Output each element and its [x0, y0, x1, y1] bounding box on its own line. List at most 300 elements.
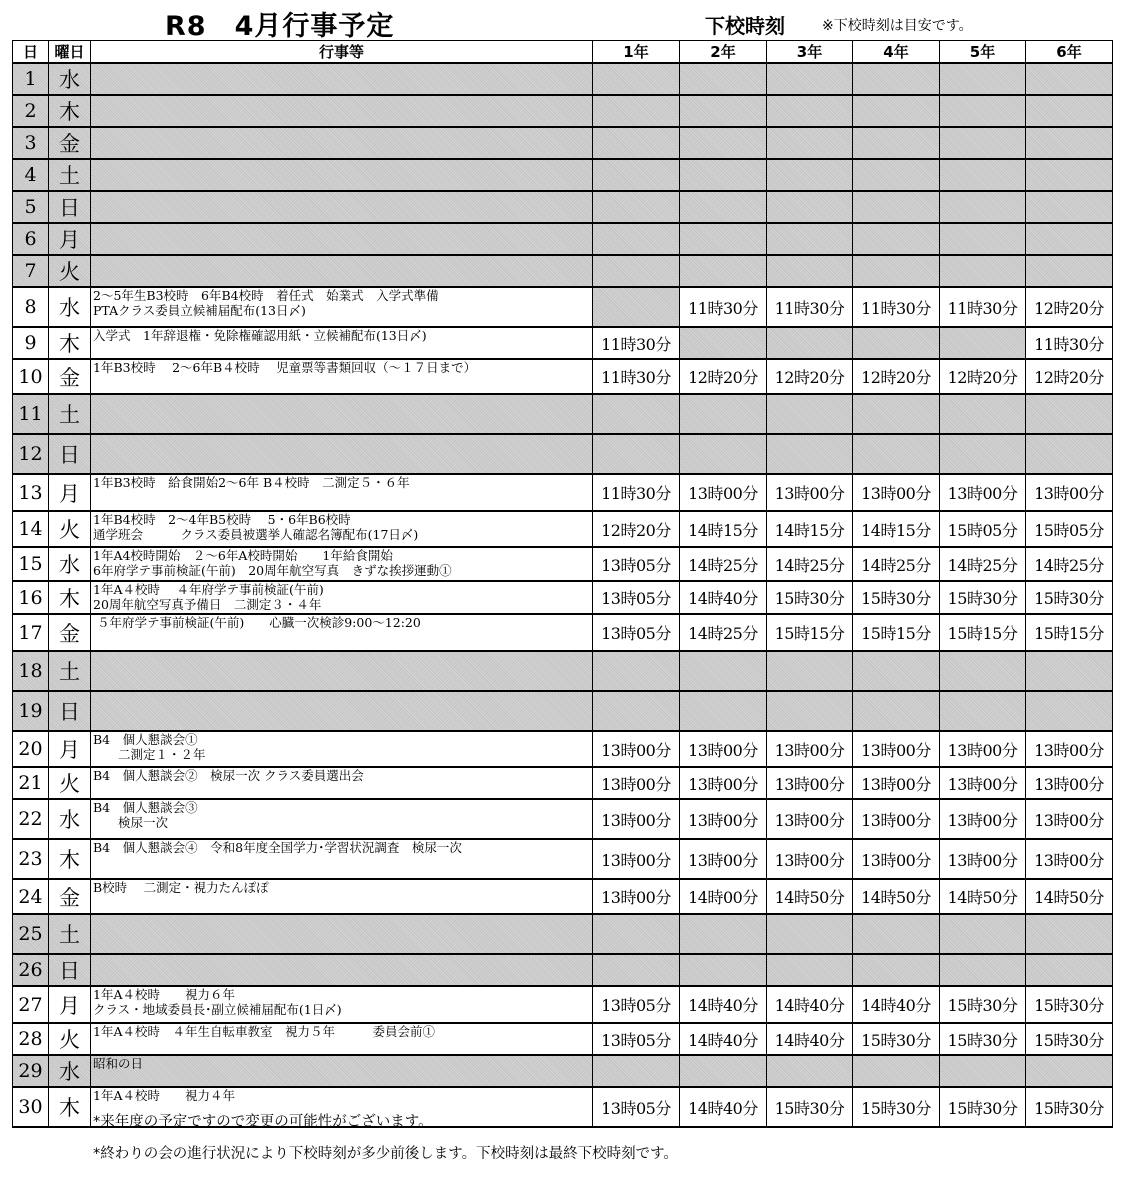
- weekday-cell: 木: [49, 327, 91, 359]
- table-row: [13, 914, 1113, 954]
- events-cell: [91, 95, 593, 127]
- footnote: *終わりの会の進行状況により下校時刻が多少前後します。下校時刻は最終下校時刻です。: [93, 1146, 678, 1162]
- weekday-cell: 金: [49, 359, 91, 394]
- dismissal-time-grade-5: 15時15分: [940, 614, 1026, 651]
- dismissal-time-grade-4: [853, 434, 940, 474]
- weekday-cell: 木: [49, 581, 91, 614]
- event-line: 1年B3校時 2～6年B４校時 児童票等書類回収（～１７日まで）: [93, 360, 477, 375]
- dismissal-time-grade-4: 14時50分: [853, 879, 940, 914]
- day-cell: 12: [13, 434, 49, 474]
- table-row: [13, 474, 1113, 511]
- dismissal-time-grade-3: [767, 914, 853, 954]
- event-line: 通学班会 クラス委員被選挙人確認名簿配布(17日〆): [93, 527, 419, 542]
- events-cell: [91, 691, 593, 731]
- dismissal-time-grade-3: [767, 434, 853, 474]
- dismissal-time-grade-4: 13時00分: [853, 767, 940, 799]
- dismissal-time-grade-4: [853, 127, 940, 159]
- dismissal-time-grade-5: 15時30分: [940, 1087, 1026, 1127]
- dismissal-time-grade-5: 13時00分: [940, 474, 1026, 511]
- dismissal-time-grade-2: 11時30分: [680, 287, 767, 327]
- dismissal-time-grade-6: [1026, 191, 1113, 223]
- dismissal-time-grade-6: 15時30分: [1026, 1087, 1113, 1127]
- table-row: [13, 767, 1113, 799]
- event-line: 1年A４校時 視力６年: [93, 987, 235, 1002]
- weekday-cell: 日: [49, 691, 91, 731]
- dismissal-time-grade-3: [767, 394, 853, 434]
- weekday-cell: 金: [49, 879, 91, 914]
- dismissal-time-grade-6: 15時15分: [1026, 614, 1113, 651]
- dismissal-time-grade-3: [767, 327, 853, 359]
- dismissal-time-grade-6: 13時00分: [1026, 767, 1113, 799]
- weekday-cell: 月: [49, 223, 91, 255]
- table-row: [13, 287, 1113, 327]
- dismissal-time-grade-5: [940, 914, 1026, 954]
- events-cell: [91, 799, 593, 839]
- dismissal-time-grade-2: [680, 255, 767, 287]
- dismissal-time-grade-2: [680, 651, 767, 691]
- events-cell: [91, 434, 593, 474]
- dismissal-time-grade-5: 13時00分: [940, 731, 1026, 767]
- weekday-cell: 金: [49, 614, 91, 651]
- dismissal-time-heading: 下校時刻: [705, 14, 785, 38]
- day-cell: 22: [13, 799, 49, 839]
- event-line: 入学式 1年辞退権・免除権確認用紙・立候補配布(13日〆): [93, 328, 427, 343]
- dismissal-time-grade-4: 13時00分: [853, 799, 940, 839]
- dismissal-time-grade-6: [1026, 914, 1113, 954]
- weekday-cell: 火: [49, 1023, 91, 1055]
- dismissal-time-grade-2: 13時00分: [680, 731, 767, 767]
- dismissal-time-grade-3: 15時30分: [767, 1087, 853, 1127]
- dismissal-time-grade-5: [940, 223, 1026, 255]
- dismissal-time-grade-2: [680, 95, 767, 127]
- table-row: [13, 986, 1113, 1023]
- dismissal-time-grade-6: [1026, 127, 1113, 159]
- dismissal-time-grade-3: 15時30分: [767, 581, 853, 614]
- events-cell: [91, 731, 593, 767]
- event-line: 1年A４校時 ４年府学テ事前検証(午前): [93, 582, 324, 597]
- event-line: 2～5年生B3校時 6年B4校時 着任式 始業式 入学式準備: [93, 288, 439, 303]
- dismissal-time-grade-6: 12時20分: [1026, 287, 1113, 327]
- events-cell: [91, 954, 593, 986]
- header-row: [13, 41, 1113, 64]
- dismissal-time-grade-1: 13時00分: [593, 767, 680, 799]
- dismissal-time-grade-3: 14時40分: [767, 986, 853, 1023]
- weekday-cell: 木: [49, 839, 91, 879]
- dismissal-time-grade-4: 15時30分: [853, 1023, 940, 1055]
- dismissal-time-grade-4: [853, 954, 940, 986]
- dismissal-time-grade-1: 13時00分: [593, 879, 680, 914]
- dismissal-time-grade-3: 14時15分: [767, 511, 853, 547]
- events-cell: [91, 767, 593, 799]
- dismissal-time-grade-6: 11時30分: [1026, 327, 1113, 359]
- events-cell: [91, 914, 593, 954]
- header-events: 行事等: [91, 41, 593, 64]
- dismissal-time-grade-2: 14時40分: [680, 581, 767, 614]
- dismissal-time-grade-4: 14時15分: [853, 511, 940, 547]
- dismissal-time-grade-1: 13時05分: [593, 1023, 680, 1055]
- day-cell: 10: [13, 359, 49, 394]
- event-line: B4 個人懇談会② 検尿一次 クラス委員選出会: [93, 768, 364, 783]
- dismissal-time-grade-1: 13時00分: [593, 839, 680, 879]
- dismissal-time-grade-5: [940, 159, 1026, 191]
- table-row: [13, 839, 1113, 879]
- table-row: [13, 63, 1113, 95]
- dismissal-time-grade-3: [767, 651, 853, 691]
- dismissal-time-grade-2: 13時00分: [680, 839, 767, 879]
- day-cell: 13: [13, 474, 49, 511]
- dismissal-time-grade-6: [1026, 394, 1113, 434]
- dismissal-time-grade-1: 11時30分: [593, 327, 680, 359]
- event-line: 検尿一次: [93, 815, 169, 830]
- weekday-cell: 土: [49, 159, 91, 191]
- dismissal-time-grade-6: [1026, 1055, 1113, 1087]
- dismissal-time-grade-3: [767, 159, 853, 191]
- dismissal-time-grade-4: 15時30分: [853, 581, 940, 614]
- schedule-table: [12, 40, 1113, 1128]
- dismissal-time-grade-6: 12時20分: [1026, 359, 1113, 394]
- dismissal-time-grade-2: [680, 1055, 767, 1087]
- dismissal-time-grade-3: [767, 691, 853, 731]
- dismissal-time-grade-1: [593, 159, 680, 191]
- footnote: *来年度の予定ですので変更の可能性がございます。: [93, 1114, 433, 1130]
- dismissal-time-grade-4: 13時00分: [853, 839, 940, 879]
- dismissal-time-grade-4: [853, 63, 940, 95]
- dismissal-time-grade-2: 14時40分: [680, 1023, 767, 1055]
- events-cell: [91, 547, 593, 581]
- dismissal-time-grade-2: [680, 63, 767, 95]
- events-cell: [91, 127, 593, 159]
- day-cell: 30: [13, 1087, 49, 1127]
- dismissal-time-note: ※下校時刻は目安です。: [822, 18, 973, 34]
- header-grade-6: 6年: [1026, 41, 1113, 64]
- event-line: 1年B4校時 2～4年B5校時 5・6年B6校時: [93, 512, 351, 527]
- dismissal-time-grade-2: 13時00分: [680, 767, 767, 799]
- dismissal-time-grade-2: 13時00分: [680, 474, 767, 511]
- events-cell: [91, 159, 593, 191]
- day-cell: 11: [13, 394, 49, 434]
- event-line: 1年B3校時 給食開始2～6年 B４校時 二測定５・６年: [93, 475, 410, 490]
- day-cell: 28: [13, 1023, 49, 1055]
- dismissal-time-grade-3: [767, 954, 853, 986]
- dismissal-time-grade-5: 15時30分: [940, 581, 1026, 614]
- dismissal-time-grade-6: [1026, 434, 1113, 474]
- weekday-cell: 火: [49, 767, 91, 799]
- event-line: 二測定１・２年: [93, 747, 206, 762]
- events-cell: [91, 394, 593, 434]
- dismissal-time-grade-3: [767, 63, 853, 95]
- dismissal-time-grade-5: [940, 127, 1026, 159]
- events-cell: [91, 359, 593, 394]
- dismissal-time-grade-3: 15時15分: [767, 614, 853, 651]
- dismissal-time-grade-3: 14時50分: [767, 879, 853, 914]
- dismissal-time-grade-1: 13時00分: [593, 799, 680, 839]
- dismissal-time-grade-2: 14時40分: [680, 986, 767, 1023]
- dismissal-time-grade-5: 15時05分: [940, 511, 1026, 547]
- dismissal-time-grade-5: [940, 434, 1026, 474]
- dismissal-time-grade-1: 13時05分: [593, 547, 680, 581]
- dismissal-time-grade-1: 13時05分: [593, 581, 680, 614]
- weekday-cell: 火: [49, 255, 91, 287]
- dismissal-time-grade-2: 13時00分: [680, 799, 767, 839]
- day-cell: 5: [13, 191, 49, 223]
- dismissal-time-grade-2: [680, 434, 767, 474]
- event-line: B4 個人懇談会④ 令和8年度全国学力･学習状況調査 検尿一次: [93, 840, 462, 855]
- dismissal-time-grade-5: 14時25分: [940, 547, 1026, 581]
- events-cell: [91, 1055, 593, 1087]
- weekday-cell: 月: [49, 986, 91, 1023]
- dismissal-time-grade-1: [593, 1055, 680, 1087]
- dismissal-time-grade-4: [853, 1055, 940, 1087]
- dismissal-time-grade-4: 15時30分: [853, 1087, 940, 1127]
- dismissal-time-grade-4: 12時20分: [853, 359, 940, 394]
- events-cell: [91, 581, 593, 614]
- dismissal-time-grade-5: [940, 191, 1026, 223]
- dismissal-time-grade-5: [940, 327, 1026, 359]
- dismissal-time-grade-3: 13時00分: [767, 731, 853, 767]
- dismissal-time-grade-4: 11時30分: [853, 287, 940, 327]
- dismissal-time-grade-6: [1026, 63, 1113, 95]
- dismissal-time-grade-5: 15時30分: [940, 1023, 1026, 1055]
- dismissal-time-grade-1: 11時30分: [593, 359, 680, 394]
- dismissal-time-grade-4: [853, 914, 940, 954]
- dismissal-time-grade-1: [593, 127, 680, 159]
- dismissal-time-grade-1: 12時20分: [593, 511, 680, 547]
- dismissal-time-grade-1: [593, 434, 680, 474]
- dismissal-time-grade-5: [940, 954, 1026, 986]
- dismissal-time-grade-6: 13時00分: [1026, 839, 1113, 879]
- table-row: [13, 159, 1113, 191]
- dismissal-time-grade-3: [767, 191, 853, 223]
- dismissal-time-grade-1: [593, 914, 680, 954]
- day-cell: 25: [13, 914, 49, 954]
- table-row: [13, 255, 1113, 287]
- events-cell: [91, 63, 593, 95]
- dismissal-time-grade-4: [853, 651, 940, 691]
- page-title: R8 4月行事予定: [165, 11, 395, 42]
- dismissal-time-grade-5: [940, 95, 1026, 127]
- dismissal-time-grade-2: [680, 954, 767, 986]
- dismissal-time-grade-5: 14時50分: [940, 879, 1026, 914]
- dismissal-time-grade-6: [1026, 223, 1113, 255]
- day-cell: 2: [13, 95, 49, 127]
- dismissal-time-grade-6: [1026, 651, 1113, 691]
- table-row: [13, 394, 1113, 434]
- dismissal-time-grade-4: [853, 255, 940, 287]
- weekday-cell: 水: [49, 799, 91, 839]
- dismissal-time-grade-2: [680, 914, 767, 954]
- dismissal-time-grade-2: 14時15分: [680, 511, 767, 547]
- event-line: B4 個人懇談会①: [93, 732, 198, 747]
- events-cell: [91, 223, 593, 255]
- day-cell: 21: [13, 767, 49, 799]
- dismissal-time-grade-3: 13時00分: [767, 767, 853, 799]
- dismissal-time-grade-1: [593, 287, 680, 327]
- dismissal-time-grade-6: 13時00分: [1026, 799, 1113, 839]
- weekday-cell: 土: [49, 914, 91, 954]
- header-grade-2: 2年: [680, 41, 767, 64]
- day-cell: 7: [13, 255, 49, 287]
- day-cell: 14: [13, 511, 49, 547]
- weekday-cell: 月: [49, 474, 91, 511]
- table-row: [13, 191, 1113, 223]
- header-day: 日: [13, 41, 49, 64]
- dismissal-time-grade-5: [940, 691, 1026, 731]
- dismissal-time-grade-2: [680, 223, 767, 255]
- header-grade-3: 3年: [767, 41, 853, 64]
- dismissal-time-grade-2: 12時20分: [680, 359, 767, 394]
- dismissal-time-grade-6: 14時25分: [1026, 547, 1113, 581]
- dismissal-time-grade-5: [940, 1055, 1026, 1087]
- dismissal-time-grade-1: 11時30分: [593, 474, 680, 511]
- dismissal-time-grade-2: 14時00分: [680, 879, 767, 914]
- dismissal-time-grade-5: 12時20分: [940, 359, 1026, 394]
- dismissal-time-grade-5: [940, 255, 1026, 287]
- dismissal-time-grade-5: 15時30分: [940, 986, 1026, 1023]
- weekday-cell: 日: [49, 434, 91, 474]
- dismissal-time-grade-2: [680, 191, 767, 223]
- dismissal-time-grade-6: 15時30分: [1026, 581, 1113, 614]
- day-cell: 17: [13, 614, 49, 651]
- dismissal-time-grade-6: 13時00分: [1026, 731, 1113, 767]
- day-cell: 16: [13, 581, 49, 614]
- table-row: [13, 614, 1113, 651]
- weekday-cell: 金: [49, 127, 91, 159]
- day-cell: 4: [13, 159, 49, 191]
- header-grade-4: 4年: [853, 41, 940, 64]
- dismissal-time-grade-5: [940, 63, 1026, 95]
- day-cell: 9: [13, 327, 49, 359]
- dismissal-time-grade-2: [680, 159, 767, 191]
- dismissal-time-grade-5: 11時30分: [940, 287, 1026, 327]
- dismissal-time-grade-3: 13時00分: [767, 799, 853, 839]
- dismissal-time-grade-2: [680, 691, 767, 731]
- dismissal-time-grade-4: [853, 691, 940, 731]
- table-row: [13, 511, 1113, 547]
- dismissal-time-grade-6: [1026, 95, 1113, 127]
- dismissal-time-grade-6: 15時05分: [1026, 511, 1113, 547]
- day-cell: 18: [13, 651, 49, 691]
- header-grade-1: 1年: [593, 41, 680, 64]
- dismissal-time-grade-1: [593, 63, 680, 95]
- weekday-cell: 木: [49, 1087, 91, 1127]
- dismissal-time-grade-5: 13時00分: [940, 799, 1026, 839]
- events-cell: [91, 614, 593, 651]
- events-cell: [91, 474, 593, 511]
- dismissal-time-grade-6: [1026, 159, 1113, 191]
- events-cell: [91, 511, 593, 547]
- event-line: ５年府学テ事前検証(午前) 心臓一次検診9:00～12:20: [93, 615, 421, 630]
- table-row: [13, 731, 1113, 767]
- dismissal-time-grade-1: [593, 651, 680, 691]
- dismissal-time-grade-5: 13時00分: [940, 839, 1026, 879]
- dismissal-time-grade-6: 15時30分: [1026, 1023, 1113, 1055]
- day-cell: 15: [13, 547, 49, 581]
- event-line: PTAクラス委員立候補届配布(13日〆): [93, 303, 306, 318]
- dismissal-time-grade-5: [940, 394, 1026, 434]
- event-line: 1年A４校時 視力４年: [93, 1088, 235, 1103]
- event-line: 1年A４校時 ４年生自転車教室 視力５年 委員会前①: [93, 1024, 435, 1039]
- dismissal-time-grade-3: 11時30分: [767, 287, 853, 327]
- dismissal-time-grade-4: 14時25分: [853, 547, 940, 581]
- table-row: [13, 434, 1113, 474]
- table-row: [13, 547, 1113, 581]
- dismissal-time-grade-1: [593, 691, 680, 731]
- dismissal-time-grade-4: [853, 159, 940, 191]
- dismissal-time-grade-1: [593, 223, 680, 255]
- dismissal-time-grade-4: [853, 191, 940, 223]
- dismissal-time-grade-3: 14時40分: [767, 1023, 853, 1055]
- weekday-cell: 土: [49, 651, 91, 691]
- dismissal-time-grade-1: [593, 954, 680, 986]
- dismissal-time-grade-1: 13時05分: [593, 614, 680, 651]
- table-row: [13, 879, 1113, 914]
- events-cell: [91, 287, 593, 327]
- event-line: 1年A4校時開始 ２～6年A校時開始 1年給食開始: [93, 548, 393, 563]
- dismissal-time-grade-6: [1026, 954, 1113, 986]
- weekday-cell: 日: [49, 954, 91, 986]
- day-cell: 6: [13, 223, 49, 255]
- event-line: B校時 二測定・視力たんぽぽ: [93, 880, 269, 895]
- day-cell: 23: [13, 839, 49, 879]
- dismissal-time-grade-2: 14時25分: [680, 547, 767, 581]
- dismissal-time-grade-4: [853, 223, 940, 255]
- day-cell: 24: [13, 879, 49, 914]
- day-cell: 26: [13, 954, 49, 986]
- weekday-cell: 水: [49, 547, 91, 581]
- table-row: [13, 1023, 1113, 1055]
- dismissal-time-grade-6: 13時00分: [1026, 474, 1113, 511]
- table-row: [13, 691, 1113, 731]
- dismissal-time-grade-2: [680, 394, 767, 434]
- header-weekday: 曜日: [49, 41, 91, 64]
- table-row: [13, 359, 1113, 394]
- weekday-cell: 水: [49, 63, 91, 95]
- dismissal-time-grade-2: 14時40分: [680, 1087, 767, 1127]
- table-row: [13, 1055, 1113, 1087]
- dismissal-time-grade-1: 13時05分: [593, 986, 680, 1023]
- table-row: [13, 127, 1113, 159]
- table-row: [13, 651, 1113, 691]
- dismissal-time-grade-3: [767, 127, 853, 159]
- dismissal-time-grade-1: [593, 394, 680, 434]
- day-cell: 20: [13, 731, 49, 767]
- dismissal-time-grade-6: [1026, 691, 1113, 731]
- events-cell: [91, 191, 593, 223]
- table-row: [13, 581, 1113, 614]
- dismissal-time-grade-2: 14時25分: [680, 614, 767, 651]
- dismissal-time-grade-4: [853, 327, 940, 359]
- events-cell: [91, 651, 593, 691]
- events-cell: [91, 986, 593, 1023]
- dismissal-time-grade-4: 13時00分: [853, 731, 940, 767]
- dismissal-time-grade-1: [593, 95, 680, 127]
- dismissal-time-grade-5: [940, 651, 1026, 691]
- event-line: B4 個人懇談会③: [93, 800, 198, 815]
- dismissal-time-grade-4: 14時40分: [853, 986, 940, 1023]
- events-cell: [91, 255, 593, 287]
- dismissal-time-grade-2: [680, 327, 767, 359]
- weekday-cell: 水: [49, 287, 91, 327]
- day-cell: 3: [13, 127, 49, 159]
- weekday-cell: 水: [49, 1055, 91, 1087]
- dismissal-time-grade-3: [767, 255, 853, 287]
- table-row: [13, 954, 1113, 986]
- dismissal-time-grade-3: [767, 223, 853, 255]
- dismissal-time-grade-4: 13時00分: [853, 474, 940, 511]
- day-cell: 29: [13, 1055, 49, 1087]
- table-row: [13, 327, 1113, 359]
- dismissal-time-grade-6: 14時50分: [1026, 879, 1113, 914]
